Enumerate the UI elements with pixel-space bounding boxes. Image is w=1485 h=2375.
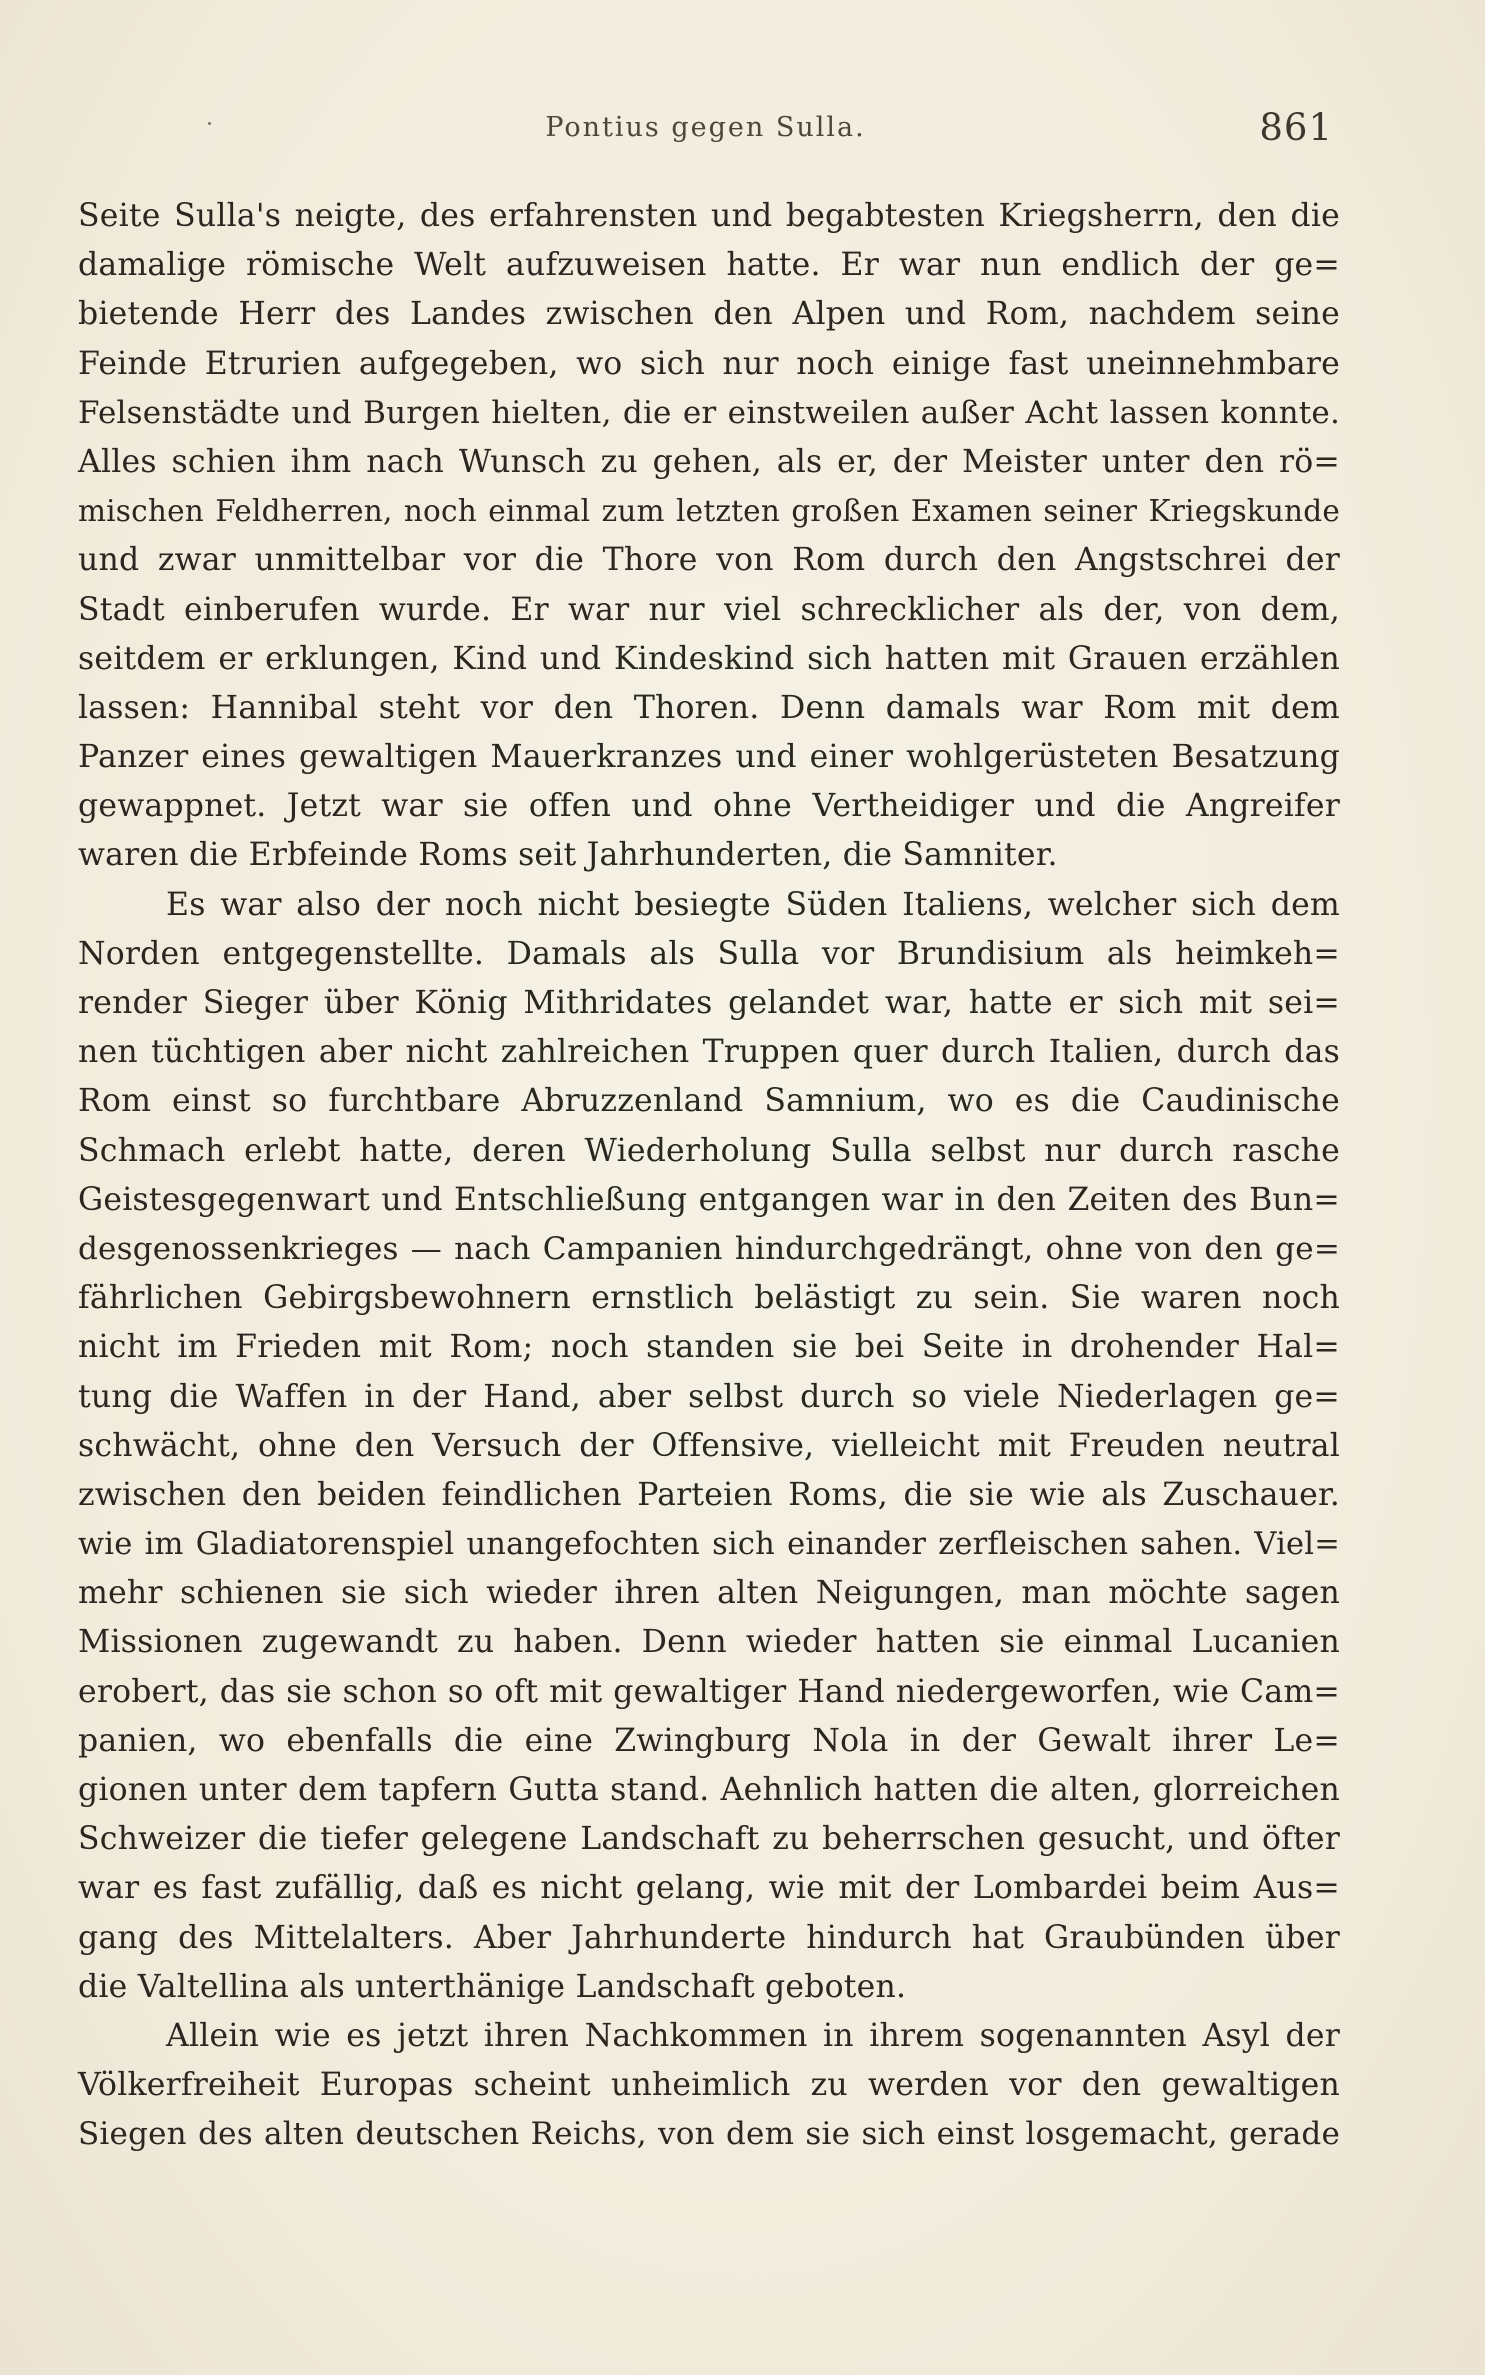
text-line: nicht im Frieden mit Rom; noch standen sie bei Seite in drohender Hal= [78,1329,1340,1366]
text-line: erobert, das sie schon so oft mit gewaltiger Hand niedergeworfen, wie Cam= [78,1673,1340,1710]
text-line: seitdem er erklungen, Kind und Kindeskind sich hatten mit Grauen erzählen [78,640,1340,677]
text-line: Missionen zugewandt zu haben. Denn wieder hatten sie einmal Lucanien [78,1624,1340,1661]
running-title: Pontius gegen Sulla. [545,112,866,143]
text-line: damalige römische Welt aufzuweisen hatte. Er war nun endlich der ge= [78,247,1340,284]
text-line: desgenossenkrieges — nach Campanien hindurchgedrängt, ohne von den ge= [78,1230,1340,1267]
text-line: und zwar unmittelbar vor die Thore von Rom durch den Angstschrei der [78,542,1340,579]
text-line: zwischen den beiden feindlichen Parteien Roms, die sie wie als Zuschauer. [78,1476,1340,1513]
text-line: nen tüchtigen aber nicht zahlreichen Truppen quer durch Italien, durch das [78,1034,1340,1071]
text-line: wie im Gladiatorenspiel unangefochten sich einander zerfleischen sahen. Viel= [78,1527,1340,1563]
text-line: Norden entgegenstellte. Damals als Sulla vor Brundisium als heimkeh= [78,935,1340,972]
paragraph [78,2012,1340,2160]
text-line: Siegen des alten deutschen Reichs, von dem sie sich einst losgemacht, gerade [78,2116,1340,2153]
text-line: Feinde Etrurien aufgegeben, wo sich nur noch einige fast uneinnehmbare [78,345,1340,382]
text-line: Stadt einberufen wurde. Er war nur viel schrecklicher als der, von dem, [78,591,1340,628]
text-line: Es war also der noch nicht besiegte Süden Italiens, welcher sich dem [166,886,1340,923]
text-line: Allein wie es jetzt ihren Nachkommen in ihrem sogenannten Asyl der [166,2017,1340,2054]
page-header [78,106,1333,152]
page-number: 861 [1259,106,1333,149]
text-line: gang des Mittelalters. Aber Jahrhunderte hindurch hat Graubünden über [78,1919,1340,1956]
text-line: mischen Feldherren, noch einmal zum letzten großen Examen seiner Kriegskunde [78,494,1340,529]
text-line: Geistesgegenwart und Entschließung entgangen war in den Zeiten des Bun= [78,1181,1340,1218]
text-line: schwächt, ohne den Versuch der Offensive, vielleicht mit Freuden neutral [78,1427,1340,1464]
text-line: die Valtellina als unterthänige Landschaft geboten. [78,1968,907,2005]
text-line: fährlichen Gebirgsbewohnern ernstlich belästigt zu sein. Sie waren noch [78,1280,1340,1317]
text-line: gewappnet. Jetzt war sie offen und ohne Vertheidiger und die Angreifer [78,788,1340,825]
text-line: Seite Sulla's neigte, des erfahrensten und begabtesten Kriegsherrn, den die [78,198,1340,234]
text-line: war es fast zufällig, daß es nicht gelang, wie mit der Lombardei beim Aus= [78,1870,1340,1907]
text-line: panien, wo ebenfalls die eine Zwingburg Nola in der Gewalt ihrer Le= [78,1722,1340,1759]
text-line: bietende Herr des Landes zwischen den Alpen und Rom, nachdem seine [78,296,1340,333]
text-line: Völkerfreiheit Europas scheint unheimlich zu werden vor den gewaltigen [78,2067,1340,2104]
text-line: Schmach erlebt hatte, deren Wiederholung Sulla selbst nur durch rasche [78,1132,1340,1169]
body-text [78,192,1340,2160]
text-line: lassen: Hannibal steht vor den Thoren. Denn damals war Rom mit dem [78,689,1340,726]
text-line: Schweizer die tiefer gelegene Landschaft zu beherrschen gesucht, und öfter [78,1821,1340,1858]
text-line: Rom einst so furchtbare Abruzzenland Samnium, wo es die Caudinische [78,1083,1340,1120]
text-line: waren die Erbfeinde Roms seit Jahrhunderten, die Samniter. [78,837,1058,874]
text-line: gionen unter dem tapfern Gutta stand. Aehnlich hatten die alten, glorreichen [78,1772,1340,1808]
text-line: Felsenstädte und Burgen hielten, die er einstweilen außer Acht lassen konnte. [78,394,1340,431]
paragraph [78,192,1340,881]
text-line: tung die Waffen in der Hand, aber selbst durch so viele Niederlagen ge= [78,1378,1340,1415]
text-line: Alles schien ihm nach Wunsch zu gehen, als er, der Meister unter den rö= [78,443,1340,480]
text-line: Panzer eines gewaltigen Mauerkranzes und einer wohlgerüsteten Besatzung [78,739,1340,776]
paragraph [78,881,1340,2012]
text-line: render Sieger über König Mithridates gelandet war, hatte er sich mit sei= [78,985,1340,1021]
text-line: mehr schienen sie sich wieder ihren alten Neigungen, man möchte sagen [78,1575,1340,1612]
